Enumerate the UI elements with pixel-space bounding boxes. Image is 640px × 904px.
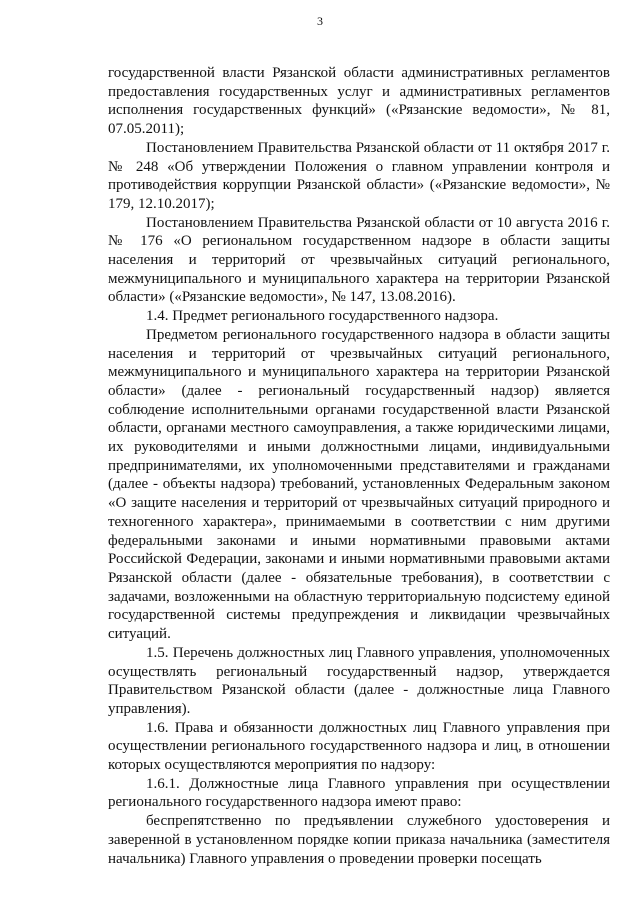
paragraph-supervision-subject: Предметом регионального государственного надзора в области защиты населения и территорий от чрезвычайных ситуаций регионального, межмуниципального и муниципального характера на территории Рязанской области» (далее - региональный государственный надзор) является соблюдение исполнительными органами государственной власти Рязанской области, органами местного самоуправления, а также юридическими лицами, их руководителями и иными должностными лицами, индивидуальными предпринимателями, их уполномоченными представителями и гражданами (далее - объекты надзора) требований, установленных Федеральным законом «О защите населения и территорий от чрезвычайных ситуаций природного и техногенного характера», принимаемыми в соответствии с ним другими федеральными законами и иными нормативными правовыми актами Российской Федерации, законами и иными нормативными правовыми актами Рязанской области (далее - обязательные требования), в соответствии с задачами, возложенными на областную территориальную подсистему единой государственной системы предупреждения и ликвидации чрезвычайных ситуаций. [108,326,610,643]
paragraph-resolution-176: Постановлением Правительства Рязанской области от 10 августа 2016 г. № 176 «О региональном государственном надзоре в области защиты населения и территорий от чрезвычайных ситуаций регионального, межмуниципального и муниципального характера на территории Рязанской области» («Рязанские ведомости», № 147, 13.08.2016). [108,214,610,306]
page-number: 3 [317,14,323,28]
paragraph-regulations-continuation: государственной власти Рязанской области административных регламентов предоставления государственных услуг и административных регламентов исполнения государственных функций» («Рязанские ведомости», № 81, 07.05.2011); [108,65,610,138]
document-body [108,64,610,868]
section-1-6: 1.6. Права и обязанности должностных лиц Главного управления при осуществлении регионального государственного надзора и лиц, в отношении которых осуществляются мероприятия по надзору: [108,719,610,774]
section-heading-1-4: 1.4. Предмет регионального государственного надзора. [146,308,499,325]
section-1-5: 1.5. Перечень должностных лиц Главного управления, уполномоченных осуществлять региональный государственный надзор, утверждается Правительством Рязанской области (далее - должностные лица Главного управления). [108,644,610,717]
section-1-6-1: 1.6.1. Должностные лица Главного управления при осуществлении регионального государственного надзора имеют право: [108,775,610,811]
paragraph-resolution-248: Постановлением Правительства Рязанской области от 11 октября 2017 г. № 248 «Об утверждении Положения о главном управлении контроля и противодействия коррупции Рязанской области» («Рязанские ведомости», № 179, 12.10.2017); [108,139,610,212]
paragraph-right-to-visit: беспрепятственно по предъявлении служебного удостоверения и заверенной в установленном порядке копии приказа начальника (заместителя начальника) Главного управления о проведении проверки посещать [108,813,610,867]
